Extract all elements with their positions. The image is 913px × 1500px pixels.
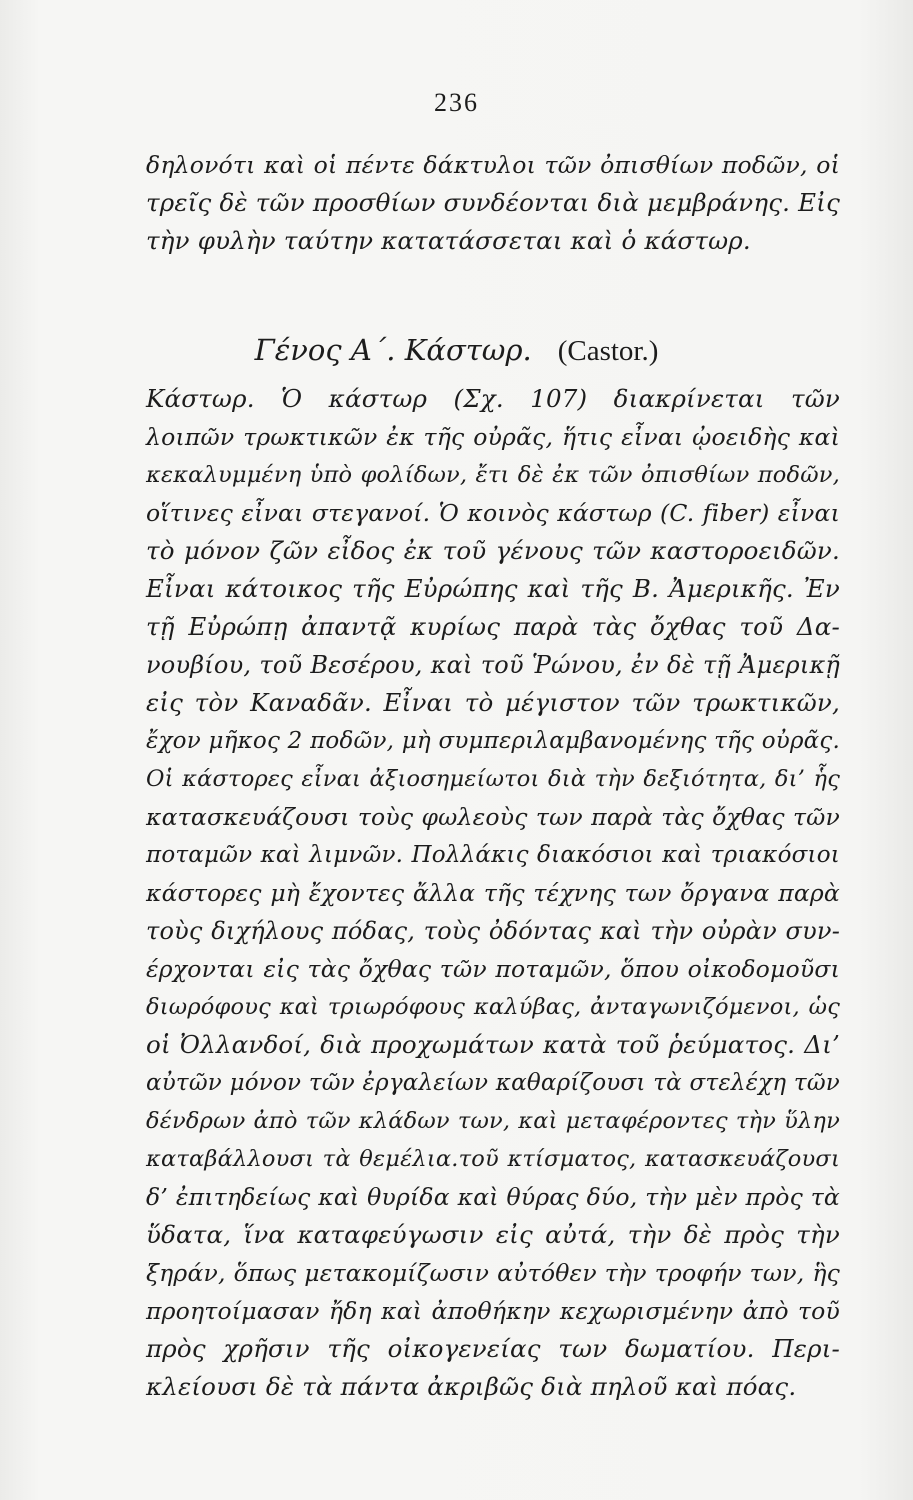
text-line: Εἶναι κάτοικος τῆς Εὐρώπης καὶ τῆς Β. Ἀμερικῆς. Ἐν — [146, 574, 840, 603]
text-line: ἔχον μῆκος 2 ποδῶν, μὴ συμπεριλαμβανομένης τῆς οὐρᾶς. — [146, 728, 840, 754]
text-line: εἰς τὸν Καναδᾶν. Εἶναι τὸ μέγιστον τῶν τρωκτικῶν, — [146, 688, 840, 717]
text-line: διωρόφους καὶ τριωρόφους καλύβας, ἀνταγωνιζόμενοι, ὡς — [146, 994, 840, 1020]
text-line: κατασκευάζουσι τοὺς φωλεοὺς των παρὰ τὰς ὄχθας τῶν — [146, 803, 840, 831]
text-line: δηλονότι καὶ οἱ πέντε δάκτυλοι τῶν ὀπισθίων ποδῶν, οἱ — [146, 151, 840, 179]
text-line: Κάστωρ. Ὁ κάστωρ (Σχ. 107) διακρίνεται τῶν — [146, 384, 840, 413]
text-line: τῇ Εὐρώπῃ ἀπαντᾷ κυρίως παρὰ τὰς ὄχθας τοῦ Δα- — [146, 612, 840, 641]
heading-greek: Γένος Α΄. Κάστωρ. — [254, 333, 532, 367]
text-line: Οἱ κάστορες εἶναι ἀξιοσημείωτοι διὰ τὴν δεξιότητα, δι’ ἧς — [146, 766, 840, 792]
section-heading — [0, 328, 913, 372]
intro-paragraph — [146, 146, 840, 260]
text-line: λοιπῶν τρωκτικῶν ἐκ τῆς οὐρᾶς, ἥτις εἶναι ᾠοειδὴς καὶ — [146, 423, 840, 451]
text-line: τοὺς διχήλους πόδας, τοὺς ὀδόντας καὶ τὴν οὐρὰν συν- — [146, 917, 840, 945]
text-line: νουβίου, τοῦ Βεσέρου, καὶ τοῦ Ῥώνου, ἐν δὲ τῇ Ἀμερικῇ — [146, 651, 840, 679]
text-line: οἱ Ὀλλανδοί, διὰ προχωμάτων κατὰ τοῦ ῥεύματος. Δι’ — [146, 1030, 840, 1059]
text-line: προητοίμασαν ἤδη καὶ ἀποθήκην κεχωρισμένην ἀπὸ τοῦ — [146, 1297, 840, 1325]
text-line: τρεῖς δὲ τῶν προσθίων συνδέονται διὰ μεμβράνης. Εἰς — [146, 188, 840, 217]
text-line: ὕδατα, ἵνα καταφεύγωσιν εἰς αὐτά, τὴν δὲ πρὸς τὴν — [146, 1220, 840, 1249]
text-line: τὸ μόνον ζῶν εἶδος ἐκ τοῦ γένους τῶν καστοροειδῶν. — [146, 536, 840, 565]
text-line: τὴν φυλὴν ταύτην κατατάσσεται καὶ ὁ κάστωρ. — [146, 226, 751, 255]
text-line: κεκαλυμμένη ὑπὸ φολίδων, ἔτι δὲ ἐκ τῶν ὀπισθίων ποδῶν, — [146, 462, 840, 488]
page-number: 236 — [434, 88, 479, 117]
text-line: αὐτῶν μόνον τῶν ἐργαλείων καθαρίζουσι τὰ στελέχη τῶν — [146, 1070, 840, 1096]
heading-latin: (Castor.) — [557, 335, 659, 367]
text-line: δ’ ἐπιτηδείως καὶ θυρίδα καὶ θύρας δύο, τὴν μὲν πρὸς τὰ — [146, 1183, 840, 1211]
text-line: έρχονται εἰς τὰς ὄχθας τῶν ποταμῶν, ὅπου οἰκοδομοῦσι — [146, 955, 840, 983]
body-paragraph — [146, 380, 840, 1406]
text-line: καταβάλλουσι τὰ θεμέλια.τοῦ κτίσματος, κατασκευάζουσι — [146, 1146, 840, 1172]
text-line: πρὸς χρῆσιν τῆς οἰκογενείας των δωματίου. Περι- — [146, 1334, 840, 1363]
text-line: κάστορες μὴ ἔχοντες ἄλλα τῆς τέχνης των ὄργανα παρὰ — [146, 879, 840, 907]
text-line: ποταμῶν καὶ λιμνῶν. Πολλάκις διακόσιοι καὶ τριακόσιοι — [146, 842, 840, 868]
text-line: δένδρων ἀπὸ τῶν κλάδων των, καὶ μεταφέροντες τὴν ὕλην — [146, 1108, 840, 1134]
text-line: οἵτινες εἶναι στεγανοί. Ὁ κοινὸς κάστωρ (C. fiber) εἶναι — [146, 499, 840, 527]
text-line: ξηράν, ὅπως μετακομίζωσιν αὐτόθεν τὴν τροφήν των, ἣς — [146, 1259, 840, 1287]
text-line: κλείουσι δὲ τὰ πάντα ἀκριβῶς διὰ πηλοῦ καὶ πόας. — [146, 1372, 797, 1401]
